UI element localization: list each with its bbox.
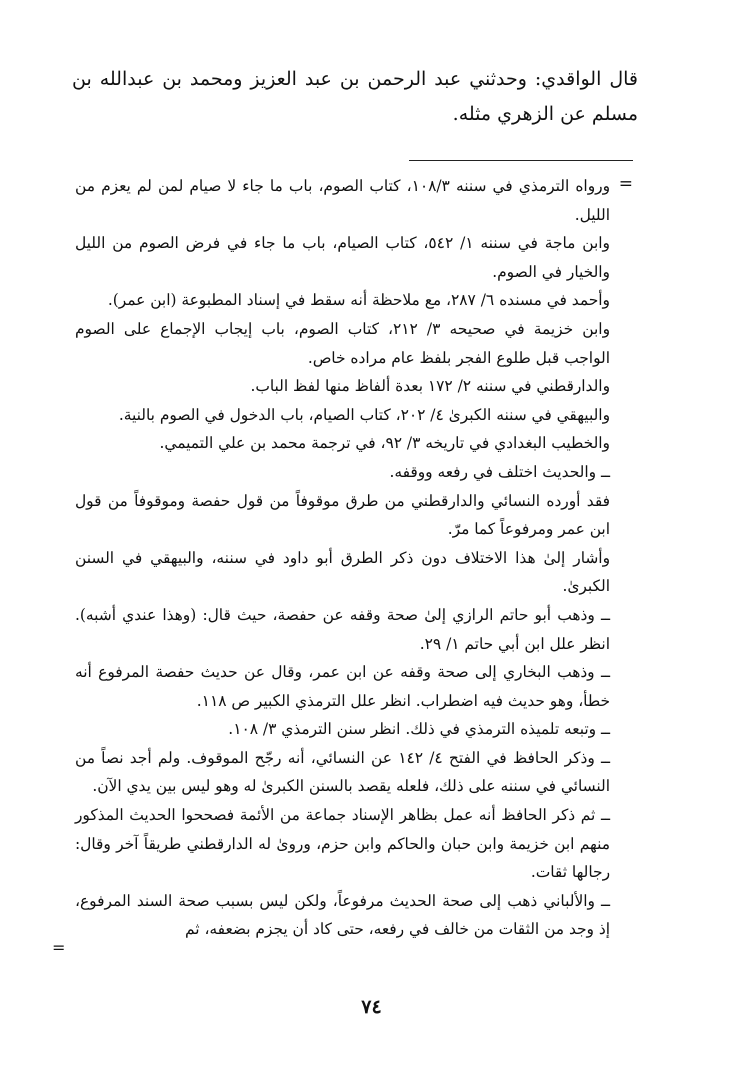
footnotes-block (75, 172, 610, 944)
footnote-paragraph: والبيهقي في سننه الكبرىٰ ٤/ ٢٠٢، كتاب الصيام، باب الدخول في الصوم بالنية. (118, 405, 610, 424)
footnote-paragraph: وأحمد في مسنده ٦/ ٢٨٧، مع ملاحظة أنه سقط في إسناد المطبوعة (ابن عمر). (107, 291, 610, 310)
page-number: ٧٤ (361, 996, 382, 1018)
footnote-continuation-mark: = (618, 174, 633, 194)
footnote-paragraph: وابن خزيمة في صحيحه ٣/ ٢١٢، كتاب الصوم، باب إيجاب الإجماع على الصوم الواجب قبل طلوع الفجر بلفظ عام مراده خاص. (75, 319, 611, 367)
footnote-paragraph: ورواه الترمذي في سننه ١٠٨/٣، كتاب الصوم، باب ما جاء لا صيام لمن لم يعزم من الليل. (75, 177, 610, 224)
footnote-paragraph: وأشار إلىٰ هذا الاختلاف دون ذكر الطرق أبو داود في سننه، والبيهقي في السنن الكبرىٰ. (75, 548, 610, 596)
main-text-paragraph: قال الواقدي: وحدثني عبد الرحمن بن عبد العزيز ومحمد بن عبدالله بن مسلم عن الزهري مثله. (72, 68, 638, 125)
footnote-paragraph: ــ والحديث اختلف في رفعه ووقفه. (389, 462, 610, 481)
footnote-paragraph: والدارقطني في سننه ٢/ ١٧٢ بعدة ألفاظ منها لفظ الباب. (250, 377, 610, 396)
footnote-paragraph: ــ ثم ذكر الحافظ أنه عمل بظاهر الإسناد جماعة من الأئمة فصححوا الحديث المذكور منهم ابن خزيمة وابن حبان والحاكم وابن حزم، وروىٰ له الدارقطني طريقاً آخر وقال: رجالها ثقات. (75, 806, 610, 882)
footnote-paragraph: فقد أورده النسائي والدارقطني من طرق موقوفاً من قول حفصة وموقوفاً من قول ابن عمر ومرفوعاً كما مرّ. (75, 491, 610, 539)
footnote-paragraph: ــ وذكر الحافظ في الفتح ٤/ ١٤٢ عن النسائي، أنه رجّح الموقوف. ولم أجد نصاً من النسائي في سننه على ذلك، فلعله يقصد بالسنن الكبرىٰ له وهو ليس بين يدي الآن. (75, 748, 611, 796)
footnote-separator (409, 160, 633, 161)
footnote-trailing-mark: = (52, 938, 66, 957)
footnote-paragraph: والخطيب البغدادي في تاريخه ٣/ ٩٢، في ترجمة محمد بن علي التميمي. (159, 434, 610, 453)
footnote-paragraph: ــ وذهب البخاري إلى صحة وقفه عن ابن عمر، وقال عن حديث حفصة المرفوع أنه خطأ، وهو حديث فيه اضطراب. انظر علل الترمذي الكبير ص ١١٨. (75, 663, 610, 710)
footnote-paragraph: وابن ماجة في سننه ١/ ٥٤٢، كتاب الصيام، باب ما جاء في فرض الصوم من الليل والخيار في الصوم. (75, 234, 610, 281)
main-text-block (72, 62, 638, 132)
footnote-paragraph: ــ والألباني ذهب إلى صحة الحديث مرفوعاً، ولكن ليس بسبب صحة السند المرفوع، إذ وجد من الثقات من خالف في رفعه، حتى كاد أن يجزم بضعفه، ثم (75, 891, 610, 939)
footnote-paragraph: ــ وتبعه تلميذه الترمذي في ذلك. انظر سنن الترمذي ٣/ ١٠٨. (228, 720, 610, 739)
footnote-paragraph: ــ وذهب أبو حاتم الرازي إلىٰ صحة وقفه عن حفصة، حيث قال: (وهذا عندي أشبه). انظر علل ابن أبي حاتم ١/ ٢٩. (75, 605, 610, 653)
